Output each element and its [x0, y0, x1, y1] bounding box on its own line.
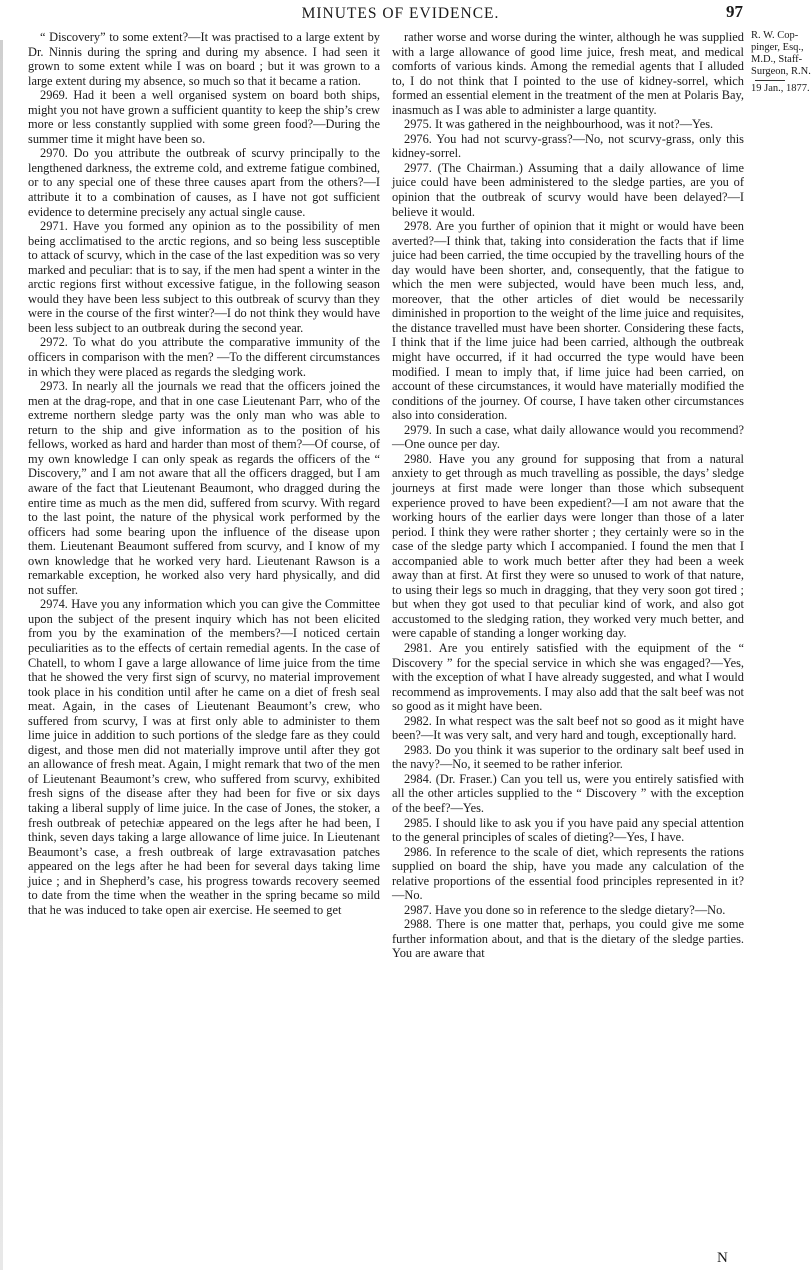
paragraph: 2969. Had it been a well organised system on board both ships, might you not have grown a sufficient quantity to keep the ship’s crew more or less constantly supplied with some green food?—During the summer time it might have been so. [28, 88, 380, 146]
paragraph: 2978. Are you further of opinion that it might or would have been averted?—I think that, taking into consideration the facts that if lime juice had been carried, the time occupied by the travelling hours of the day would have been shorter, and, consequently, that the fatigue to which the men were subjected, would have been much less, and, moreover, that the other articles of diet would be necessarily diminished in proportion to the weight of the lime juice and requisites, the distance travelled must have been shorter. Considering these facts, I think that if the lime juice had been carried, although the outbreak might have occurred, if it had occurred the type would have been modified. I mean to imply that, if lime juice had been carried, on account of these circumstances, it would have materially modified the conditions of the journey. Of course, I have taken other circumstances also into consideration. [392, 219, 744, 423]
paragraph: 2981. Are you entirely satisfied with the equipment of the “ Discovery ” for the special service in which she was engaged?—Yes, with the exception of what I have already suggested, and what I would recommend as improvements. I may also add that the salt beef was not so good as it might have been. [392, 640, 744, 714]
paragraph: “ Discovery” to some extent?—It was practised to a large extent by Dr. Ninnis during the spring and during my absence. I had seen it grown to some extent while I was on board ; but it was grown to a large extent during my absence, so much so that it became a ration. [28, 30, 380, 88]
paragraph: 2976. You had not scurvy-grass?—No, not scurvy-grass, only this kidney-sorrel. [392, 131, 744, 161]
paragraph: rather worse and worse during the winter, although he was supplied with a large allowance of good lime juice, fresh meat, and medical comforts of various kinds. Among the remedial agents that I alluded to, I do not think that I pointed to the use of kidney-sorrel, which formed an essential element in the treatment of the men at Polaris Bay, inasmuch as I was able to administer a large quantity. [392, 30, 744, 117]
paragraph: 2971. Have you formed any opinion as to the possibility of men being acclimatised to the arctic regions, and so being less susceptible to attack of scurvy, which in the case of the last expedition was so very marked and peculiar: that is to say, if the men had spent a winter in the arctic regions first without excessive fatigue, in the following season would they have been less subject to this outbreak of scurvy than they were in the course of the first winter?—I do not think they would have been less subject to an outbreak during the second year. [28, 219, 380, 335]
paragraph: 2974. Have you any information which you can give the Committee upon the subject of the present inquiry which has not been elicited from you by the examination of the members?—I noticed certain peculiarities as to the effects of certain remedial agents. In the case of Chatell, to whom I gave a large allowance of lime juice from the time that he showed the very first sign of scurvy, no material improvement took place in his condition until after he came on a diet of fresh seal meat. Again, in the cases of Lieutenant Beaumont’s crew, who suffered from scurvy, I was at first only able to administer to them lime juice in addition to such portions of the sledge fare as they could digest, and those men did not materially improve until after they got an allowance of fresh meat. Again, I might remark that two of the men of Lieutenant Beaumont’s crew, who suffered from scurvy, exhibited fresh signs of the disease after they had been for five or six days taking a liberal supply of lime juice. In the case of Jones, the stoker, a fresh outbreak of petechiæ appeared on the legs after he had been, I think, seven days taking a large allowance of lime juice. In Lieutenant Beaumont’s case, a fresh outbreak of large extravasation patches appeared on the legs after he had been for several days taking lime juice ; and in Shepherd’s case, his progress towards recovery seemed to date from the time when the weather in the spring became so mild that he was induced to take open air exercise. He seemed to get [28, 597, 380, 917]
witness-margin-note [751, 30, 811, 95]
paragraph: 2970. Do you attribute the outbreak of scurvy principally to the lengthened darkness, the extreme cold, and extreme fatigue combined, or to any special one of these three causes apart from the others?—I attribute it to a combination of causes, as I have not got sufficient evidence to determine precisely any actual single cause. [28, 146, 380, 219]
signature-mark: N [717, 1250, 728, 1266]
paragraph: 2980. Have you any ground for supposing that from a natural anxiety to get through as much travelling as possible, the days’ sledge journeys at first made were longer than those which subsequent experience proved to have been expedient?—I am not aware that the working hours of the earlier days were longer than those of a later period. I think they were rather shorter ; they certainly were so in the case of the sledge party which I accompanied. I found the men that I accompanied able to work much better after they had been a week away than at first. At first they were so unused to work of that nature, to using their legs so much in dragging, that they very soon got tired ; but when they got used to that peculiar kind of work, and also got accustomed to the sledging ration, they worked very much better, and were capable of standing a longer working day. [392, 451, 744, 641]
paragraph: 2987. Have you done so in reference to the sledge dietary?—No. [404, 902, 726, 917]
page-number: 97 [726, 2, 743, 21]
witness-name-line: R. W. Cop- [751, 30, 799, 41]
page-edge-shadow [0, 40, 3, 1270]
witness-date: 19 Jan., 1877. [751, 83, 810, 94]
paragraph: 2984. (Dr. Fraser.) Can you tell us, were you entirely satisfied with all the other articles supplied to the “ Discovery ” with the exception of the beef?—Yes. [392, 771, 744, 815]
paragraph: 2975. It was gathered in the neighbourhood, was it not?—Yes. [404, 117, 714, 132]
paragraph: 2986. In reference to the scale of diet, which represents the rations supplied on board the ship, have you made any calculation of the relative proportions of the essential food principles represented in it?—No. [392, 844, 744, 903]
paragraph: 2972. To what do you attribute the comparative immunity of the officers in comparison with the men? —To the different circumstances in which they were placed as regards the sledging work. [28, 335, 380, 379]
paragraph: 2977. (The Chairman.) Assuming that a daily allowance of lime juice could have been administered to the sledge parties, are you of opinion that the outbreak of scurvy would have been delayed?—I believe it would. [392, 160, 744, 219]
right-column [392, 30, 744, 961]
page-header [0, 2, 801, 26]
witness-name-line: M.D., Staff- [751, 54, 803, 65]
paragraph: 2983. Do you think it was superior to the ordinary salt beef used in the navy?—No, it seemed to be rather inferior. [392, 742, 744, 772]
paragraph: 2979. In such a case, what daily allowance would you recommend?—One ounce per day. [392, 422, 744, 452]
paragraph: 2985. I should like to ask you if you have paid any special attention to the general principles of scales of dieting?—Yes, I have. [392, 815, 744, 845]
running-title: MINUTES OF EVIDENCE. [301, 5, 500, 22]
paragraph: 2973. In nearly all the journals we read that the officers joined the men at the drag-rope, and that in one case Lieutenant Parr, who of the extreme northern sledge party was the only man who was able to return to the ship and give information as to the position of his fellows, worked as hard and harder than most of them?—Of course, of my own knowledge I can only speak as regards the officers of the “ Discovery,” and I am not aware that all the officers dragged, but I am aware of the fact that Lieutenant Beaumont, who dragged during the entire time as much as the men did, suffered from scurvy. With regard to the last point, the nature of the physical work performed by the officers had some bearing upon the influence of the disease upon them. Lieutenant Beaumont suffered from scurvy, and I know of my own knowledge that he worked very hard. Lieutenant Rawson is a remarkable exception, he worked also very hard physically, and did not suffer. [28, 379, 380, 597]
left-column [28, 30, 380, 917]
margin-divider [755, 80, 785, 81]
paragraph: 2982. In what respect was the salt beef not so good as it might have been?—It was very salt, and very hard and tough, exceptionally hard. [392, 713, 744, 743]
witness-name-line: pinger, Esq., [751, 42, 804, 53]
witness-name-line: Surgeon, R.N. [751, 66, 811, 77]
paragraph: 2988. There is one matter that, perhaps, you could give me some further information about, and that is the dietary of the sledge parties. You are aware that [392, 917, 744, 961]
